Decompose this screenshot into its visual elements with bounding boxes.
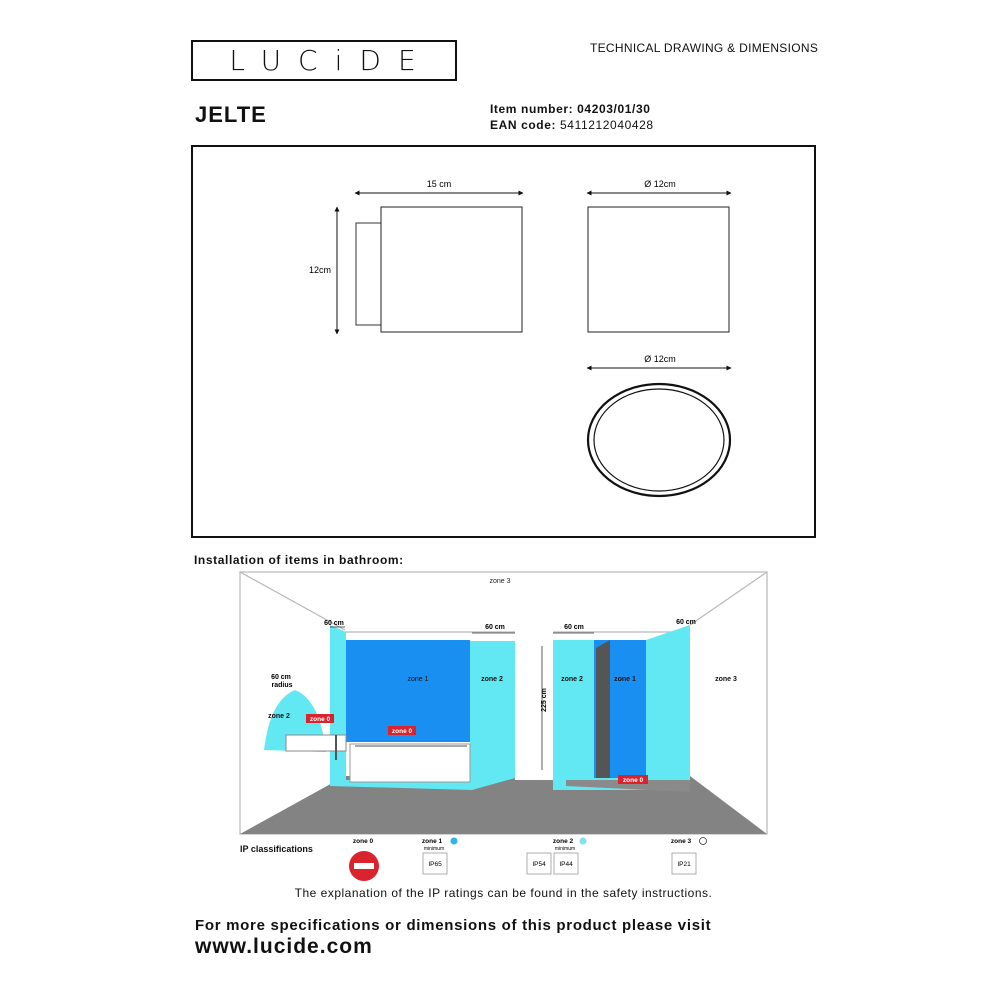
document-title: TECHNICAL DRAWING & DIMENSIONS (590, 41, 819, 55)
ip-explanation-note: The explanation of the IP ratings can be found in the safety instructions. (294, 886, 713, 900)
bathroom-section-title: Installation of items in bathroom: (194, 553, 404, 567)
ip-classifications-title: IP classifications (240, 844, 313, 854)
ip21-label: IP21 (677, 861, 691, 868)
lucide-logo: LUCiDE (191, 40, 457, 81)
ip-zone0-label: zone 0 (352, 838, 374, 845)
dim-60-right: 60 cm (676, 619, 696, 626)
top-diameter-label: Ø 12cm (644, 354, 676, 364)
dim-60-left: 60 cm (324, 620, 344, 627)
shower-screen (596, 640, 610, 778)
zone1-left-label: zone 1 (407, 676, 429, 683)
front-diameter-label: Ø 12cm (644, 179, 676, 189)
zone2-right-label: zone 2 (561, 676, 583, 683)
zone2-left-label: zone 2 (481, 676, 503, 683)
zone3-right-label: zone 3 (715, 676, 737, 683)
zone2-dot-icon (580, 838, 587, 845)
ip-zone1-min: minimum (423, 846, 445, 852)
product-name: JELTE (195, 102, 267, 127)
width-label: 15 cm (426, 179, 452, 189)
bathtub (350, 744, 470, 782)
ip-zone3-label: zone 3 (670, 838, 692, 845)
footer-website-link[interactable]: www.lucide.com (195, 935, 373, 958)
ip-zone2-label: zone 2 (552, 838, 574, 845)
ip44-label: IP44 (559, 861, 573, 868)
ip-zone2-min: minimum (554, 846, 576, 852)
dim-60-mid-left: 60 cm (485, 624, 505, 631)
ean-value: 5411212040428 (560, 118, 654, 132)
item-number-value: 04203/01/30 (577, 102, 651, 116)
zone0-shower-label: zone 0 (622, 777, 644, 784)
footer-text: For more specifications or dimensions of this product please visit (195, 917, 712, 934)
zone0-bath-label: zone 0 (391, 728, 413, 735)
ip54-label: IP54 (532, 861, 546, 868)
zone3-dot-icon (700, 838, 707, 845)
zone1-right-label: zone 1 (614, 676, 636, 683)
zone2-sink-label: zone 2 (268, 713, 290, 720)
radius-label-2: radius (271, 682, 293, 689)
zone0-sink-label: zone 0 (309, 716, 331, 723)
zone1-dot-icon (451, 838, 458, 845)
zone3-top-label: zone 3 (489, 578, 511, 585)
ean-label: EAN code: (490, 118, 557, 132)
height-label: 12cm (308, 265, 332, 275)
item-number-label: Item number: (490, 102, 574, 116)
ip65-label: IP65 (428, 861, 442, 868)
ip-zone1-label: zone 1 (421, 838, 443, 845)
height-225-label: 225 cm (541, 688, 548, 712)
radius-label-1: 60 cm (271, 674, 291, 681)
dim-60-mid-right: 60 cm (564, 624, 584, 631)
